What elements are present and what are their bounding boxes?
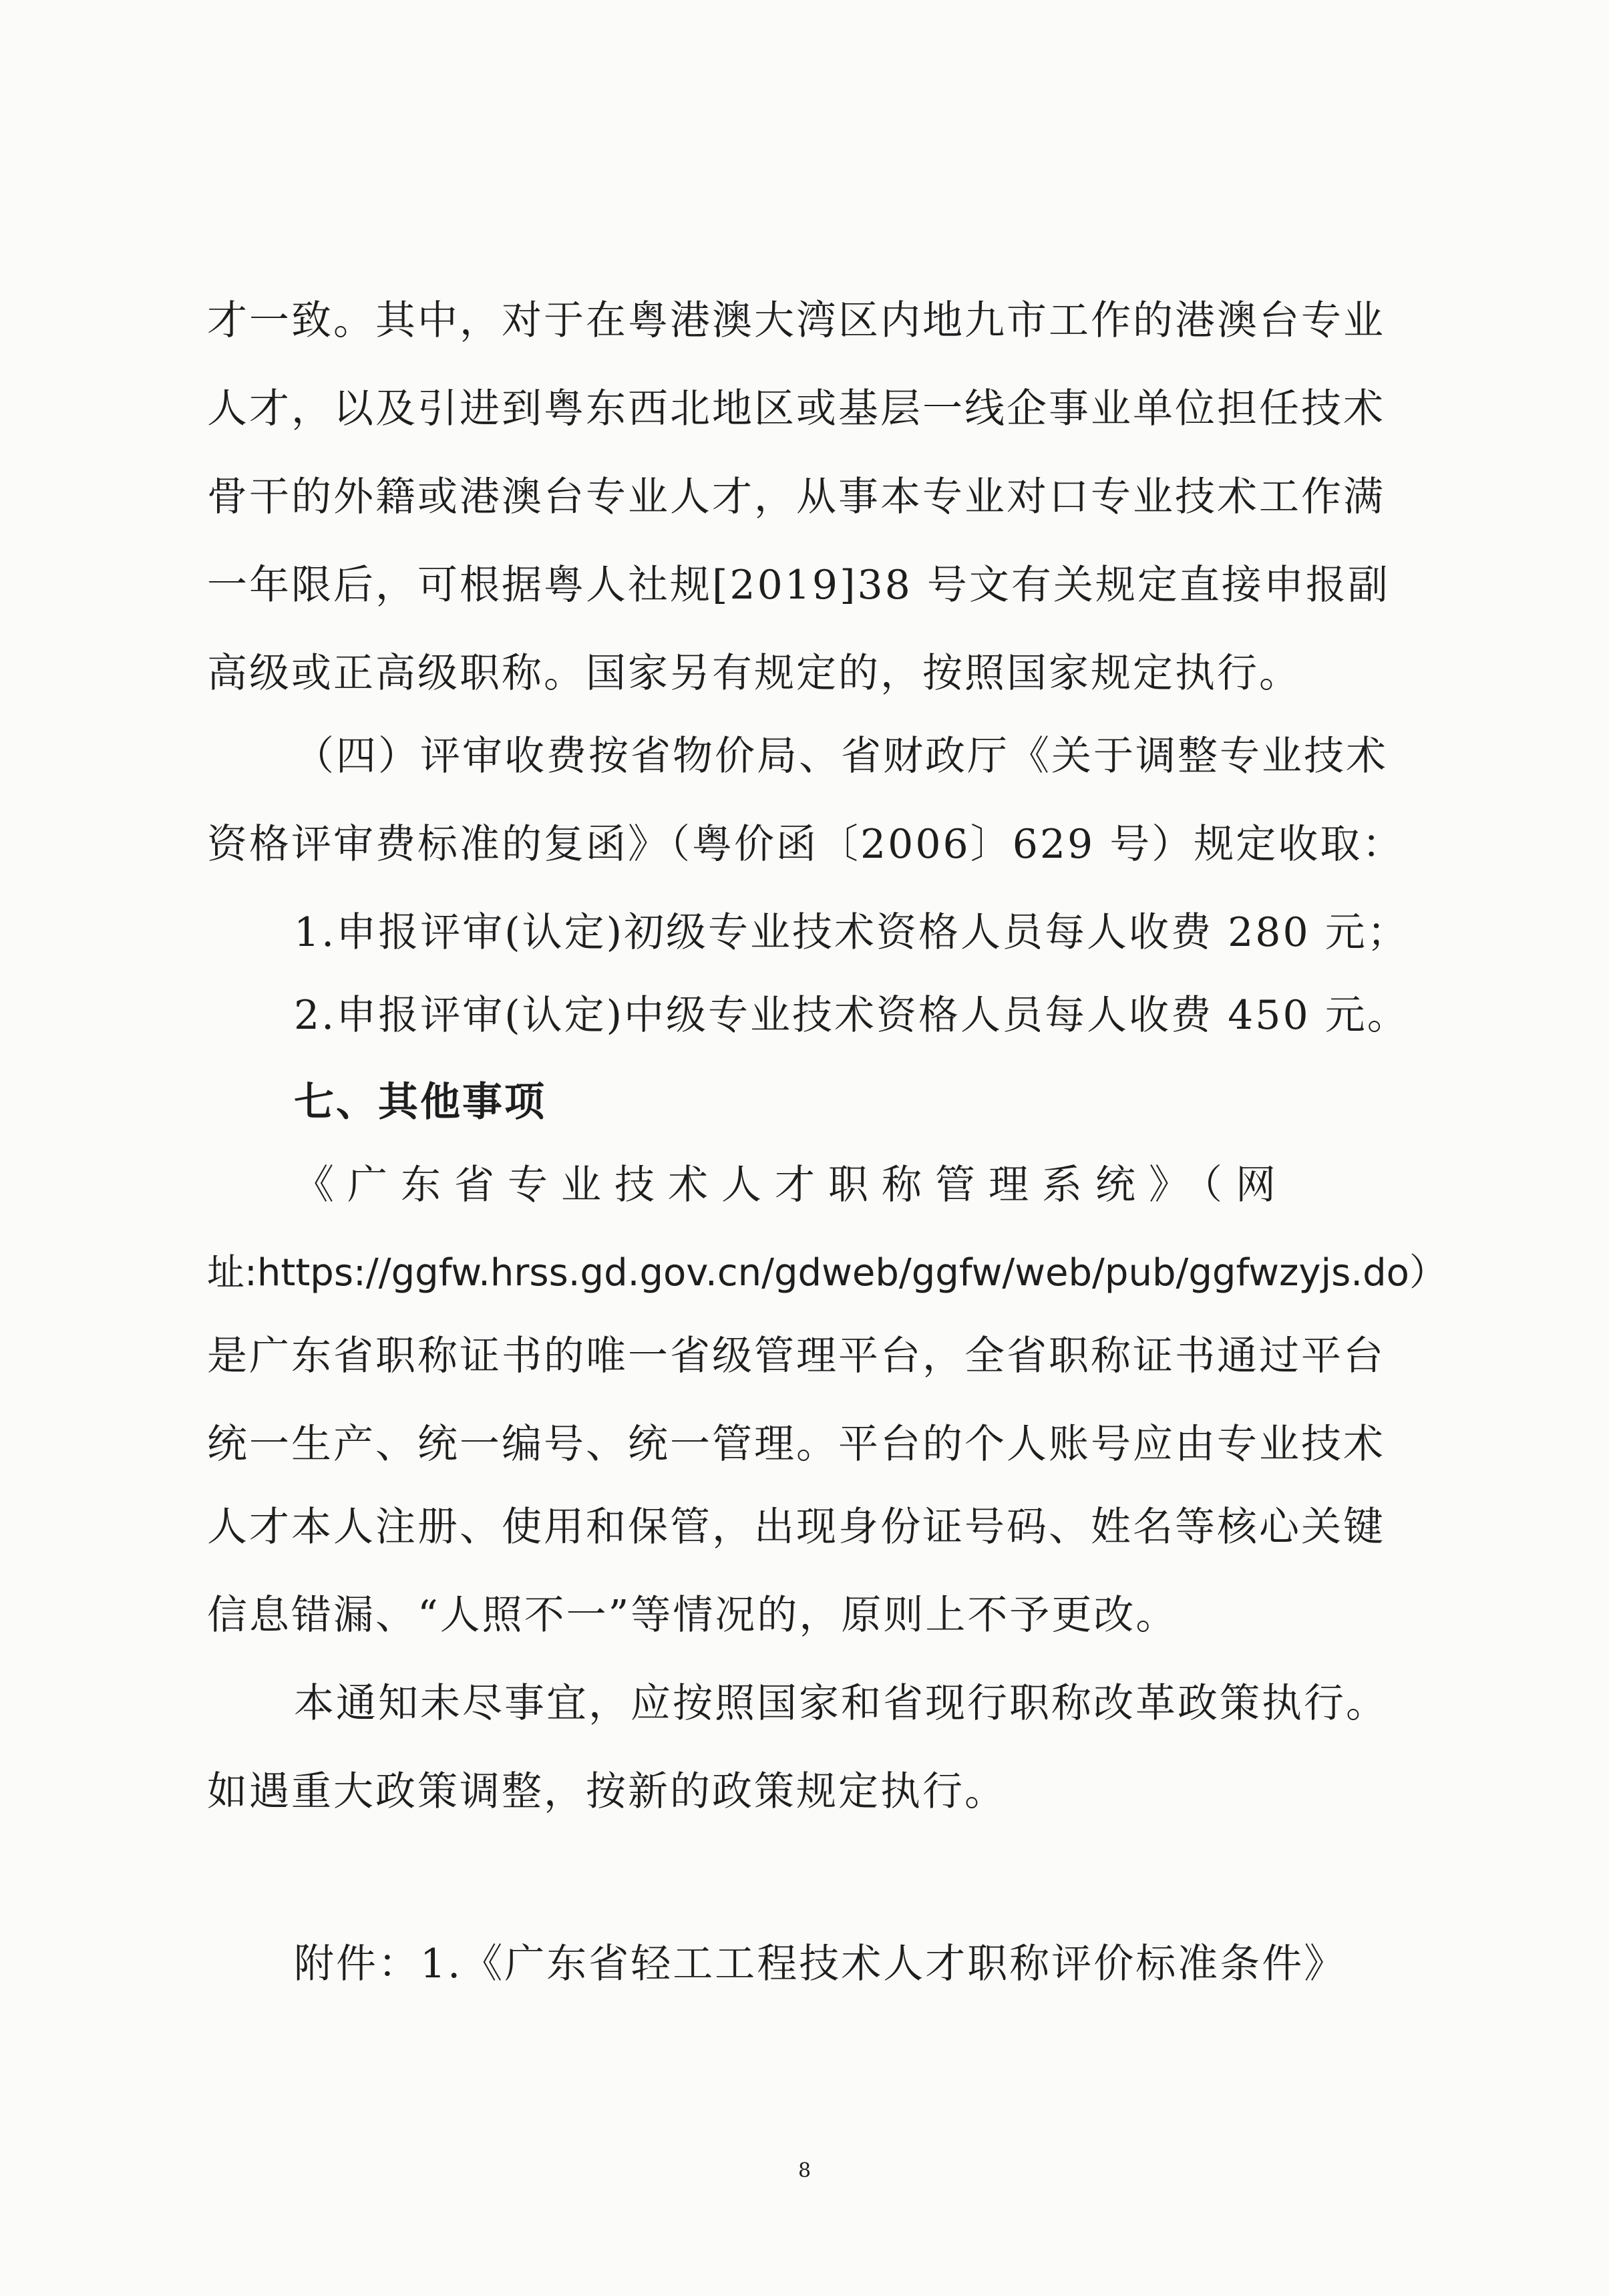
paragraph-line: 高级或正高级职称。国家另有规定的，按照国家规定执行。 (207, 650, 1301, 697)
attachment-line: 附件：1.《广东省轻工工程技术人才职称评价标准条件》 (294, 1941, 1347, 1987)
paragraph-line: 《广东省专业技术人才职称管理系统》（网 (294, 1162, 1289, 1208)
paragraph-line: 人才，以及引进到粤东西北地区或基层一线企事业单位担任技术 (207, 385, 1385, 432)
paragraph-line: 一年限后，可根据粤人社规[2019]38 号文有关规定直接申报副 (207, 562, 1390, 609)
paragraph-line: 资格评审费标准的复函》（粤价函〔2006〕629 号）规定收取： (207, 821, 1405, 868)
page-number: 8 (797, 2159, 812, 2182)
paragraph-line: 是广东省职称证书的唯一省级管理平台，全省职称证书通过平台 (207, 1333, 1385, 1379)
paragraph-line: 统一生产、统一编号、统一管理。平台的个人账号应由专业技术 (207, 1421, 1385, 1468)
section-heading: 七、其他事项 (294, 1079, 546, 1126)
paragraph-line: 如遇重大政策调整，按新的政策规定执行。 (207, 1768, 1007, 1815)
paragraph-line: 人才本人注册、使用和保管，出现身份证号码、姓名等核心关键 (207, 1504, 1385, 1550)
list-item: 1.申报评审(认定)初级专业技术资格人员每人收费 280 元； (294, 909, 1409, 956)
paragraph-line: 才一致。其中，对于在粤港澳大湾区内地九市工作的港澳台专业 (207, 297, 1385, 344)
paragraph-line: （四）评审收费按省物价局、省财政厅《关于调整专业技术 (294, 733, 1388, 780)
list-item: 2.申报评审(认定)中级专业技术资格人员每人收费 450 元。 (294, 992, 1409, 1039)
paragraph-line: 骨干的外籍或港澳台专业人才，从事本专业对口专业技术工作满 (207, 474, 1385, 520)
paragraph-line: 本通知未尽事宜，应按照国家和省现行职称改革政策执行。 (294, 1680, 1388, 1727)
paragraph-line: 信息错漏、“人照不一”等情况的，原则上不予更改。 (207, 1592, 1178, 1639)
url-line: 址:https://ggfw.hrss.gd.gov.cn/gdweb/ggfw/web/pub/ggfwzyjs.do） (207, 1251, 1447, 1295)
